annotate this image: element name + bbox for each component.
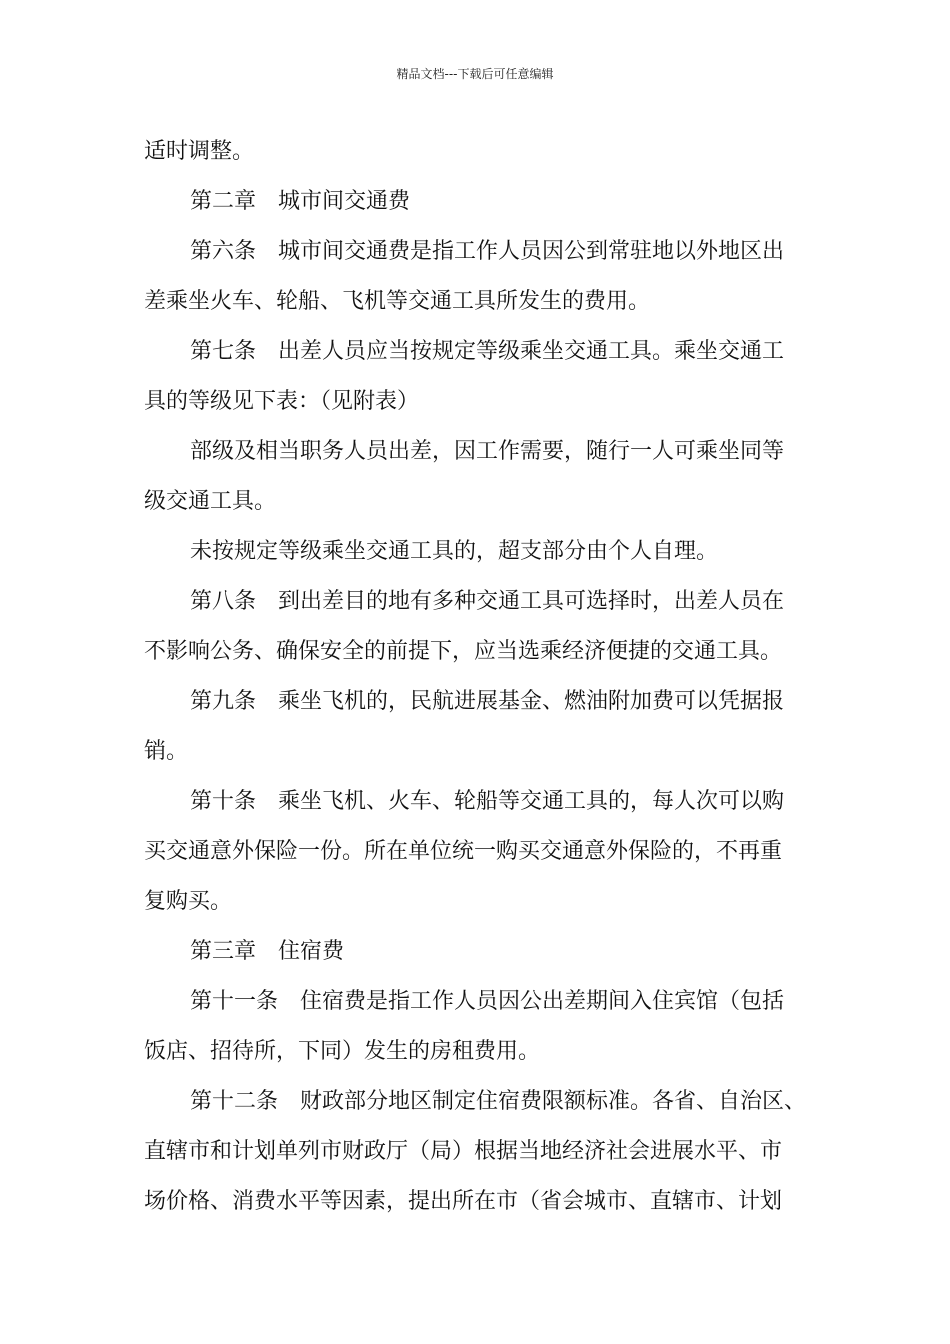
chapter-heading: 第二章 城市间交通费 <box>190 189 411 214</box>
text-line: 第七条 出差人员应当按规定等级乘坐交通工具。乘坐交通工 <box>190 339 785 364</box>
text-line: 适时调整。 <box>144 139 255 164</box>
text-line: 第十二条 财政部分地区制定住宿费限额标准。各省、自治区、 <box>190 1089 807 1114</box>
chapter-heading: 第三章 住宿费 <box>190 939 345 964</box>
text-line: 差乘坐火车、轮船、飞机等交通工具所发生的费用。 <box>144 289 651 314</box>
text-line: 第九条 乘坐飞机的，民航进展基金、燃油附加费可以凭据报 <box>190 689 785 714</box>
document-body <box>144 127 816 1227</box>
text-line: 第十一条 住宿费是指工作人员因公出差期间入住宾馆（包括 <box>190 989 785 1014</box>
text-line: 直辖市和计划单列市财政厅（局）根据当地经济社会进展水平、市 <box>144 1139 783 1164</box>
text-line: 买交通意外保险一份。所在单位统一购买交通意外保险的，不再重 <box>144 839 783 864</box>
text-line: 第十条 乘坐飞机、火车、轮船等交通工具的，每人次可以购 <box>190 789 785 814</box>
text-line: 销。 <box>144 739 189 764</box>
text-line: 复购买。 <box>144 889 233 914</box>
text-line: 不影响公务、确保安全的前提下，应当选乘经济便捷的交通工具。 <box>144 639 783 664</box>
text-line: 级交通工具。 <box>144 489 277 514</box>
page-header: 精品文档---下载后可任意编辑 <box>396 67 554 81</box>
text-line: 部级及相当职务人员出差，因工作需要，随行一人可乘坐同等 <box>190 439 785 464</box>
text-line: 具的等级见下表：（见附表） <box>144 389 420 414</box>
text-line: 场价格、消费水平等因素，提出所在市（省会城市、直辖市、计划 <box>144 1189 783 1214</box>
text-line: 饭店、招待所，下同）发生的房租费用。 <box>144 1039 541 1064</box>
text-line: 未按规定等级乘坐交通工具的，超支部分由个人自理。 <box>190 539 719 564</box>
text-line: 第六条 城市间交通费是指工作人员因公到常驻地以外地区出 <box>190 239 785 264</box>
text-line: 第八条 到出差目的地有多种交通工具可选择时，出差人员在 <box>190 589 785 614</box>
